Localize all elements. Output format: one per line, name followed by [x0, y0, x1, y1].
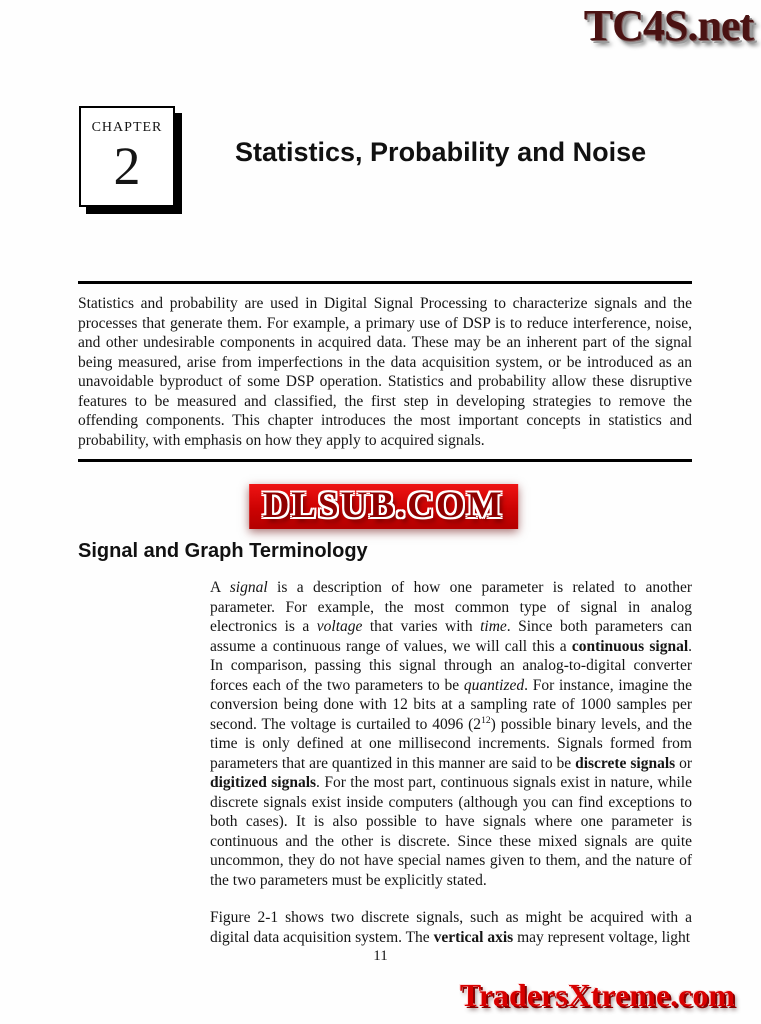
tradersxtreme-watermark-logo: TradersXtreme.com	[459, 977, 735, 1013]
chapter-number: 2	[113, 136, 141, 196]
horizontal-rule-top	[78, 281, 692, 284]
horizontal-rule-bottom	[78, 459, 692, 462]
tc4s-watermark-logo: TC4S.net	[583, 1, 753, 50]
intro-paragraph: Statistics and probability are used in Digital Signal Processing to characterize signals and the processes that generate them. For example, a primary use of DSP is to reduce interference, noise, and other undesirable components in acquired data. These may be an inherent part of the signal being measured, arise from imperfections in the data acquisition system, or be introduced as an unavoidable byproduct of some DSP operation. Statistics and probability allow these disruptive features to be measured and classified, the first step in developing strategies to remove the offending components. This chapter introduces the most important concepts in statistics and probability, with emphasis on how they apply to acquired signals.	[78, 295, 692, 449]
dlsub-watermark-logo: DLSUB.COM	[249, 484, 518, 529]
body-text-block	[210, 578, 692, 947]
paragraph-signal-terminology: A signal is a description of how one parameter is related to another parameter. For example, the most common type of signal in analog electronics is a voltage that varies with time. Since both parameters can assume a continuous range of values, we will call this a continuous signal. In comparison, passing this signal through an analog-to-digital converter forces each of the two parameters to be quantized. For instance, imagine the conversion being done with 12 bits at a sampling rate of 1000 samples per second. The voltage is curtailed to 4096 $(2^{12})$ possible binary levels, and the time is only defined at one millisecond increments. Signals formed from parameters that are quantized in this manner are said to be discrete signals or digitized signals. For the most part, continuous signals exist in nature, while discrete signals exist inside computers (although you can find exceptions to both cases). It is also possible to have signals where one parameter is continuous and the other is discrete. Since these mixed signals are quite uncommon, they do not have special names given to them, and the nature of the two parameters must be explicitly stated.	[210, 579, 693, 889]
chapter-label: CHAPTER	[91, 120, 163, 135]
chapter-box	[79, 106, 175, 207]
chapter-title: Statistics, Probability and Noise	[235, 137, 647, 167]
paragraph-figure-intro: Figure 2-1 shows two discrete signals, such as might be acquired with a digital data acquisition system. The vertical axis may represent voltage, light	[210, 909, 692, 946]
section-heading: Signal and Graph Terminology	[78, 540, 368, 562]
page-number: 11	[373, 948, 388, 964]
